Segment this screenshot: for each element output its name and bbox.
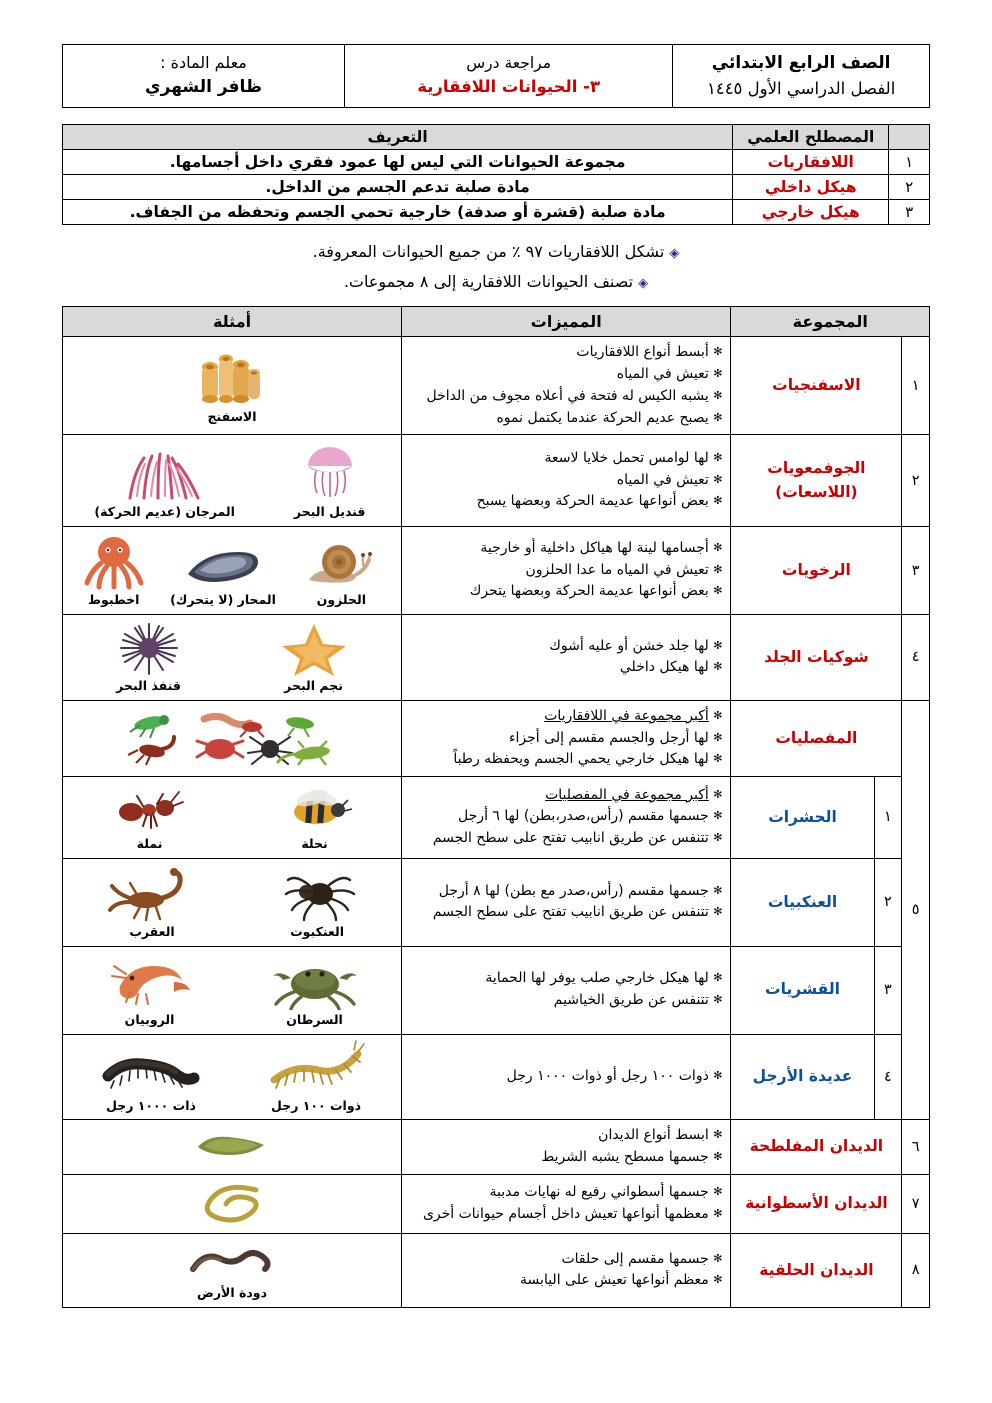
terms-row-term: هيكل خارجي: [733, 200, 889, 225]
diamond-bullet-icon: ◈: [638, 275, 649, 291]
example-caption: العقرب: [129, 923, 175, 939]
terms-header-row: [63, 125, 930, 150]
list-item: [291, 530, 391, 611]
asterisk-icon: ✻: [713, 1069, 723, 1083]
crab-icon: [267, 952, 363, 1010]
example-caption: [170, 592, 276, 609]
main-header-group: المجموعة: [731, 307, 930, 337]
table-row: [63, 1120, 930, 1174]
group-name: شوكيات الجلد: [731, 614, 902, 700]
row-number: ٢: [902, 435, 930, 527]
term-text: الفصل الدراسي الأول ١٤٤٥: [706, 78, 896, 98]
feature-text: جسمها مقسم (رأس،صدر مع بطن) لها ٨ أرجل: [438, 882, 709, 899]
example-caption: العنكبوت: [290, 923, 344, 939]
roundworm-icon: [186, 1180, 278, 1226]
asterisk-icon: ✻: [713, 993, 723, 1007]
arthropods-group-icon: [112, 707, 352, 769]
teacher-label: معلم المادة :: [160, 53, 247, 73]
list-item: [286, 438, 374, 523]
asterisk-icon: ✻: [713, 1185, 723, 1199]
asterisk-icon: ✻: [713, 809, 723, 823]
table-row: [63, 700, 930, 776]
feature-line: [410, 828, 722, 850]
features-cell: [402, 527, 731, 615]
asterisk-icon: ✻: [713, 540, 723, 554]
terms-row-definition: مادة صلبة (قشرة أو صدفة) خارجية تحمي الجسم وتحفظه من الجفاف.: [63, 200, 733, 225]
features-cell: [402, 337, 731, 435]
main-header-features: المميزات: [402, 307, 731, 337]
asterisk-icon: ✻: [713, 905, 723, 919]
terms-row-num: ٢: [889, 175, 930, 200]
feature-text: بعض أنواعها عديمة الحركة وبعضها يسبح: [476, 493, 709, 510]
asterisk-icon: ✻: [713, 367, 723, 381]
asterisk-icon: ✻: [713, 1251, 723, 1265]
examples-cell: [63, 946, 402, 1034]
feature-line: [410, 657, 722, 679]
sponge-icon: [184, 345, 280, 407]
list-item: [260, 1038, 372, 1117]
lesson-title: ٣- الحيوانات اللافقارية: [417, 77, 601, 97]
bee-icon: [272, 782, 358, 834]
centipede-icon: [264, 1040, 368, 1096]
ant-icon: [107, 782, 193, 834]
table-row: [63, 200, 930, 225]
terms-row-term: هيكل داخلي: [733, 175, 889, 200]
subrow-number: ١: [874, 776, 902, 858]
group-name: الديدان الأسطوانية: [731, 1174, 902, 1233]
feature-line: [410, 881, 722, 903]
example-row: [67, 1127, 397, 1167]
flatworm-icon: [186, 1129, 278, 1163]
review-label: مراجعة درس: [466, 54, 552, 73]
earthworm-icon: [177, 1239, 287, 1283]
row-number: ٤: [902, 614, 930, 700]
asterisk-icon: ✻: [713, 494, 723, 508]
asterisk-icon: ✻: [713, 708, 723, 722]
asterisk-icon: ✻: [713, 1273, 723, 1287]
list-item: [166, 540, 280, 611]
feature-line: [410, 538, 722, 560]
feature-line: [410, 1066, 722, 1088]
note-text: تشكل اللافقاريات ٩٧ ٪ من جميع الحيوانات المعروفة.: [312, 242, 665, 262]
header-teacher-cell: [63, 45, 345, 108]
notes-list: [62, 237, 930, 296]
asterisk-icon: ✻: [713, 472, 723, 486]
example-caption: قنديل البحر: [293, 504, 366, 520]
header-grade-cell: [673, 45, 930, 108]
feature-line: [410, 749, 722, 771]
snail-icon: [295, 532, 387, 590]
list-item: [274, 618, 354, 697]
features-cell: [402, 1233, 731, 1307]
feature-text: لها جلد خشن أو عليه أشوك: [549, 637, 709, 654]
feature-line: [410, 1270, 722, 1292]
row-number: ٨: [902, 1233, 930, 1307]
example-row: [67, 1038, 397, 1117]
example-caption: الاسفنج: [207, 409, 257, 425]
asterisk-icon: ✻: [713, 752, 723, 766]
subrow-number: ٣: [874, 946, 902, 1034]
examples-cell: [63, 527, 402, 615]
features-cell: [402, 776, 731, 858]
table-row: [63, 337, 930, 435]
feature-text: معظم أنواعها تعيش على اليابسة: [520, 1272, 709, 1289]
example-row: [67, 1178, 397, 1230]
terms-row-definition: مادة صلبة تدعم الجسم من الداخل.: [63, 175, 733, 200]
asterisk-icon: ✻: [713, 345, 723, 359]
examples-cell: [63, 1174, 402, 1233]
terms-table: [62, 124, 930, 225]
feature-text: ابسط أنواع الديدان: [598, 1127, 709, 1144]
example-row: [67, 707, 397, 769]
example-caption: نجم البحر: [284, 677, 343, 693]
terms-header-num: [889, 125, 930, 150]
examples-cell: [63, 700, 402, 776]
example-caption: نحلة: [301, 835, 328, 851]
list-item: [98, 864, 206, 943]
asterisk-icon: ✻: [713, 638, 723, 652]
table-row: [63, 1174, 930, 1233]
example-row: [67, 530, 397, 611]
terms-row-definition: مجموعة الحيوانات التي ليس لها عمود فقري داخل أجسامها.: [63, 150, 733, 175]
feature-text: تعيش في المياه ما عدا الحلزون: [525, 561, 709, 578]
example-caption: الحلزون: [316, 592, 366, 608]
example-caption: ذوات ١٠٠ رجل: [271, 1097, 362, 1113]
feature-text: لها هيكل خارجي يحمي الجسم ويحفظه رطباً: [453, 751, 709, 768]
feature-text: أجسامها لينة لها هياكل داخلية أو خارجية: [480, 539, 709, 556]
feature-text: تتنفس عن طريق الخياشيم: [553, 992, 709, 1009]
feature-text: أبسط أنواع اللافقاريات: [576, 344, 709, 361]
feature-text: لها أرجل والجسم مقسم إلى أجزاء: [508, 729, 709, 746]
table-row: [63, 946, 930, 1034]
note-line: [62, 237, 930, 267]
example-caption: السرطان: [286, 1011, 343, 1027]
examples-cell: [63, 1233, 402, 1307]
starfish-icon: [278, 620, 350, 676]
feature-line: [410, 706, 722, 728]
list-item: [182, 1127, 282, 1167]
note-line: [62, 267, 930, 297]
feature-line: [410, 1147, 722, 1169]
feature-text: جسمها مقسم (رأس،صدر،بطن) لها ٦ أرجل: [458, 808, 709, 825]
list-item: [173, 1237, 291, 1304]
feature-text: تعيش في المياه: [616, 366, 709, 383]
feature-line: [410, 1249, 722, 1271]
features-cell: [402, 1120, 731, 1174]
asterisk-icon: ✻: [713, 971, 723, 985]
asterisk-icon: ✻: [713, 660, 723, 674]
feature-line: [410, 990, 722, 1012]
grade-text: الصف الرابع الابتدائي: [711, 53, 891, 73]
list-item: [182, 1178, 282, 1230]
examples-cell: [63, 858, 402, 946]
feature-text: لها هيكل داخلي: [619, 659, 709, 676]
asterisk-icon: ✻: [713, 787, 723, 801]
feature-line: [410, 448, 722, 470]
subrow-number: ٢: [874, 858, 902, 946]
terms-header-definition: التعريف: [63, 125, 733, 150]
subgroup-name: القشريات: [731, 946, 874, 1034]
features-cell: [402, 858, 731, 946]
feature-line: [410, 728, 722, 750]
example-row: [67, 618, 397, 697]
feature-text: جسمها أسطواني رفيع له نهايات مدببة: [489, 1184, 709, 1201]
feature-line: [410, 806, 722, 828]
list-item: [90, 438, 239, 523]
feature-line: [410, 902, 722, 924]
note-text: تصنف الحيوانات اللافقارية إلى ٨ مجموعات.: [343, 271, 634, 291]
terms-header-term: المصطلح العلمي: [733, 125, 889, 150]
examples-cell: [63, 614, 402, 700]
examples-cell: [63, 337, 402, 435]
terms-row-term: اللافقاريات: [733, 150, 889, 175]
feature-line: [410, 491, 722, 513]
table-row: [63, 1034, 930, 1120]
asterisk-icon: ✻: [713, 831, 723, 845]
feature-text: معظمها أنواعها تعيش داخل أجسام حيوانات أخرى: [422, 1205, 709, 1222]
asterisk-icon: ✻: [713, 883, 723, 897]
jellyfish-icon: [290, 440, 370, 502]
subrow-number: ٤: [874, 1034, 902, 1120]
feature-line: [410, 560, 722, 582]
list-item: [268, 862, 366, 943]
feature-line: [410, 636, 722, 658]
asterisk-icon: ✻: [713, 1150, 723, 1164]
subgroup-name: عديدة الأرجل: [731, 1034, 874, 1120]
main-header-examples: أمثلة: [63, 307, 402, 337]
group-name: الديدان المفلطحة: [731, 1120, 902, 1174]
group-name: المفصليات: [731, 700, 902, 776]
asterisk-icon: ✻: [713, 584, 723, 598]
list-item: [103, 780, 197, 855]
features-cell: [402, 1034, 731, 1120]
row-number: ٦: [902, 1120, 930, 1174]
feature-line: [410, 386, 722, 408]
list-item: [180, 343, 284, 428]
terms-row-num: ١: [889, 150, 930, 175]
feature-line: [410, 1182, 722, 1204]
list-item: [98, 950, 202, 1031]
example-row: [67, 950, 397, 1031]
list-item: [92, 1038, 210, 1117]
row-number: ٥: [902, 700, 930, 1120]
feature-line: [410, 968, 722, 990]
example-caption: اخطبوط: [88, 592, 140, 608]
example-caption: دودة الأرض: [197, 1284, 267, 1300]
table-row: [63, 175, 930, 200]
subgroup-name: الحشرات: [731, 776, 874, 858]
example-caption: الروبيان: [124, 1011, 175, 1027]
example-row: [67, 1237, 397, 1304]
features-cell: [402, 946, 731, 1034]
row-number: ١: [902, 337, 930, 435]
feature-text: لها لوامس تحمل خلايا لاسعة: [544, 450, 709, 467]
feature-line: [410, 1204, 722, 1226]
feature-text: أكبر مجموعة في المفصليات: [545, 786, 709, 803]
features-cell: [402, 614, 731, 700]
examples-cell: [63, 1120, 402, 1174]
table-row: [63, 1233, 930, 1307]
asterisk-icon: ✻: [713, 388, 723, 402]
group-name: الديدان الحلقية: [731, 1233, 902, 1307]
feature-text: ذوات ١٠٠ رجل أو ذوات ١٠٠٠ رجل: [506, 1068, 709, 1085]
table-row: [63, 614, 930, 700]
classification-table: [62, 306, 930, 1307]
feature-text: أكبر مجموعة في اللافقاريات: [544, 707, 709, 724]
features-cell: [402, 700, 731, 776]
feature-line: [410, 364, 722, 386]
examples-cell: [63, 435, 402, 527]
example-caption: قنفذ البحر: [116, 677, 181, 693]
feature-line: [410, 785, 722, 807]
list-item: [111, 618, 187, 697]
mussel-icon: [180, 542, 266, 590]
example-row: [67, 780, 397, 855]
feature-text: جسمها مقسم إلى حلقات: [561, 1250, 709, 1267]
terms-row-num: ٣: [889, 200, 930, 225]
asterisk-icon: ✻: [713, 1128, 723, 1142]
feature-line: [410, 581, 722, 603]
group-name: الجوفمعويات (اللاسعات): [731, 435, 902, 527]
example-caption: نملة: [136, 835, 163, 851]
asterisk-icon: ✻: [713, 562, 723, 576]
table-row: [63, 776, 930, 858]
caption-line: المحار (لا يتحرك): [170, 592, 276, 608]
feature-text: تعيش في المياه: [616, 471, 709, 488]
feature-text: بعض أنواعها عديمة الحركة وبعضها يتحرك: [469, 583, 709, 600]
row-number: ٧: [902, 1174, 930, 1233]
asterisk-icon: ✻: [713, 451, 723, 465]
feature-text: لها هيكل خارجي صلب يوفر لها الحماية: [485, 970, 709, 987]
row-number: ٣: [902, 527, 930, 615]
table-row: [63, 858, 930, 946]
asterisk-icon: ✻: [713, 730, 723, 744]
group-name: الرخويات: [731, 527, 902, 615]
example-row: [67, 862, 397, 943]
list-item: [268, 780, 362, 855]
asterisk-icon: ✻: [713, 410, 723, 424]
example-caption: ذات ١٠٠٠ رجل: [106, 1097, 196, 1113]
example-row: [67, 438, 397, 523]
main-header-row: [63, 307, 930, 337]
teacher-name: ظافر الشهري: [145, 77, 262, 98]
diamond-bullet-icon: ◈: [669, 246, 680, 262]
octopus-icon: [77, 532, 151, 590]
feature-line: [410, 342, 722, 364]
examples-cell: [63, 776, 402, 858]
feature-text: تتنفس عن طريق انابيب تفتح على سطح الجسم: [432, 904, 709, 921]
example-row: [67, 343, 397, 428]
document-header: [62, 44, 930, 108]
spider-icon: [272, 864, 362, 922]
table-row: [63, 527, 930, 615]
examples-cell: [63, 1034, 402, 1120]
list-item: [73, 530, 155, 611]
table-row: [63, 150, 930, 175]
feature-line: [410, 470, 722, 492]
millipede-icon: [96, 1040, 206, 1096]
feature-text: يشبه الكيس له فتحة في أعلاه مجوف من الداخل: [426, 387, 709, 404]
sea-urchin-icon: [115, 620, 183, 676]
feature-text: جسمها مسطح يشبه الشريط: [541, 1149, 709, 1166]
coral-icon: [110, 440, 220, 502]
group-name: الاسفنجيات: [731, 337, 902, 435]
scorpion-icon: [102, 866, 202, 922]
subgroup-name: العنكبيات: [731, 858, 874, 946]
header-lesson-cell: [345, 45, 673, 108]
features-cell: [402, 435, 731, 527]
features-cell: [402, 1174, 731, 1233]
shrimp-icon: [102, 952, 198, 1010]
feature-text: يصبح عديم الحركة عندما يكتمل نموه: [496, 409, 709, 426]
example-caption: المرجان (عديم الحركة): [94, 504, 235, 520]
list-item: [263, 950, 367, 1031]
asterisk-icon: ✻: [713, 1206, 723, 1220]
feature-line: [410, 1125, 722, 1147]
feature-line: [410, 408, 722, 430]
feature-text: تتنفس عن طريق انابيب تفتح على سطح الجسم: [432, 830, 709, 847]
table-row: [63, 435, 930, 527]
